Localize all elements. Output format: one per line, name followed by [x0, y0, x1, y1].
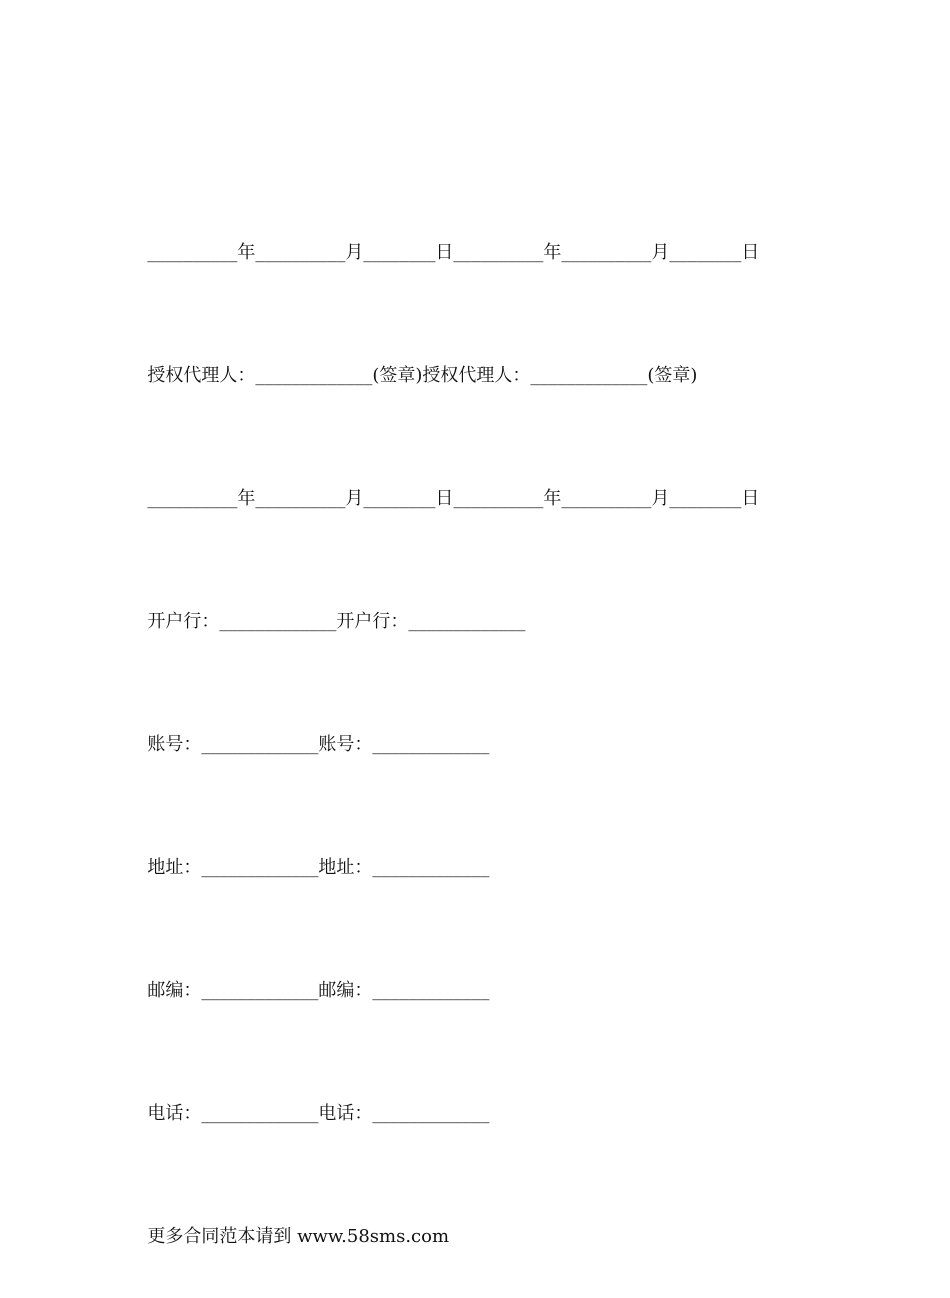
postcode-text: 邮编：_____________邮编：_____________: [147, 980, 490, 1001]
date-line-2-text: __________年__________月________日__________年__________月________日: [147, 488, 760, 509]
postcode-line: [113, 929, 873, 1001]
authorized-agent-text: 授权代理人：_____________(签章)授权代理人：_____________(签章): [147, 365, 698, 386]
address-line: [113, 806, 873, 878]
account-line: [113, 683, 873, 755]
document-body: [113, 109, 873, 1298]
phone-line: [113, 1052, 873, 1124]
account-text: 账号：_____________账号：_____________: [147, 734, 490, 755]
date-line-1-text: __________年__________月________日__________年__________月________日: [147, 242, 760, 263]
date-line-1: [113, 191, 873, 263]
address-text: 地址：_____________地址：_____________: [147, 857, 490, 878]
bank-line: [113, 560, 873, 632]
bank-text: 开户行：_____________开户行：_____________: [147, 611, 526, 632]
authorized-agent-line: [113, 314, 873, 386]
more-contracts-line: [113, 1175, 873, 1247]
date-line-2: [113, 437, 873, 509]
phone-text: 电话：_____________电话：_____________: [147, 1103, 490, 1124]
more-contracts-text: 更多合同范本请到 www.58sms.com: [147, 1226, 450, 1247]
